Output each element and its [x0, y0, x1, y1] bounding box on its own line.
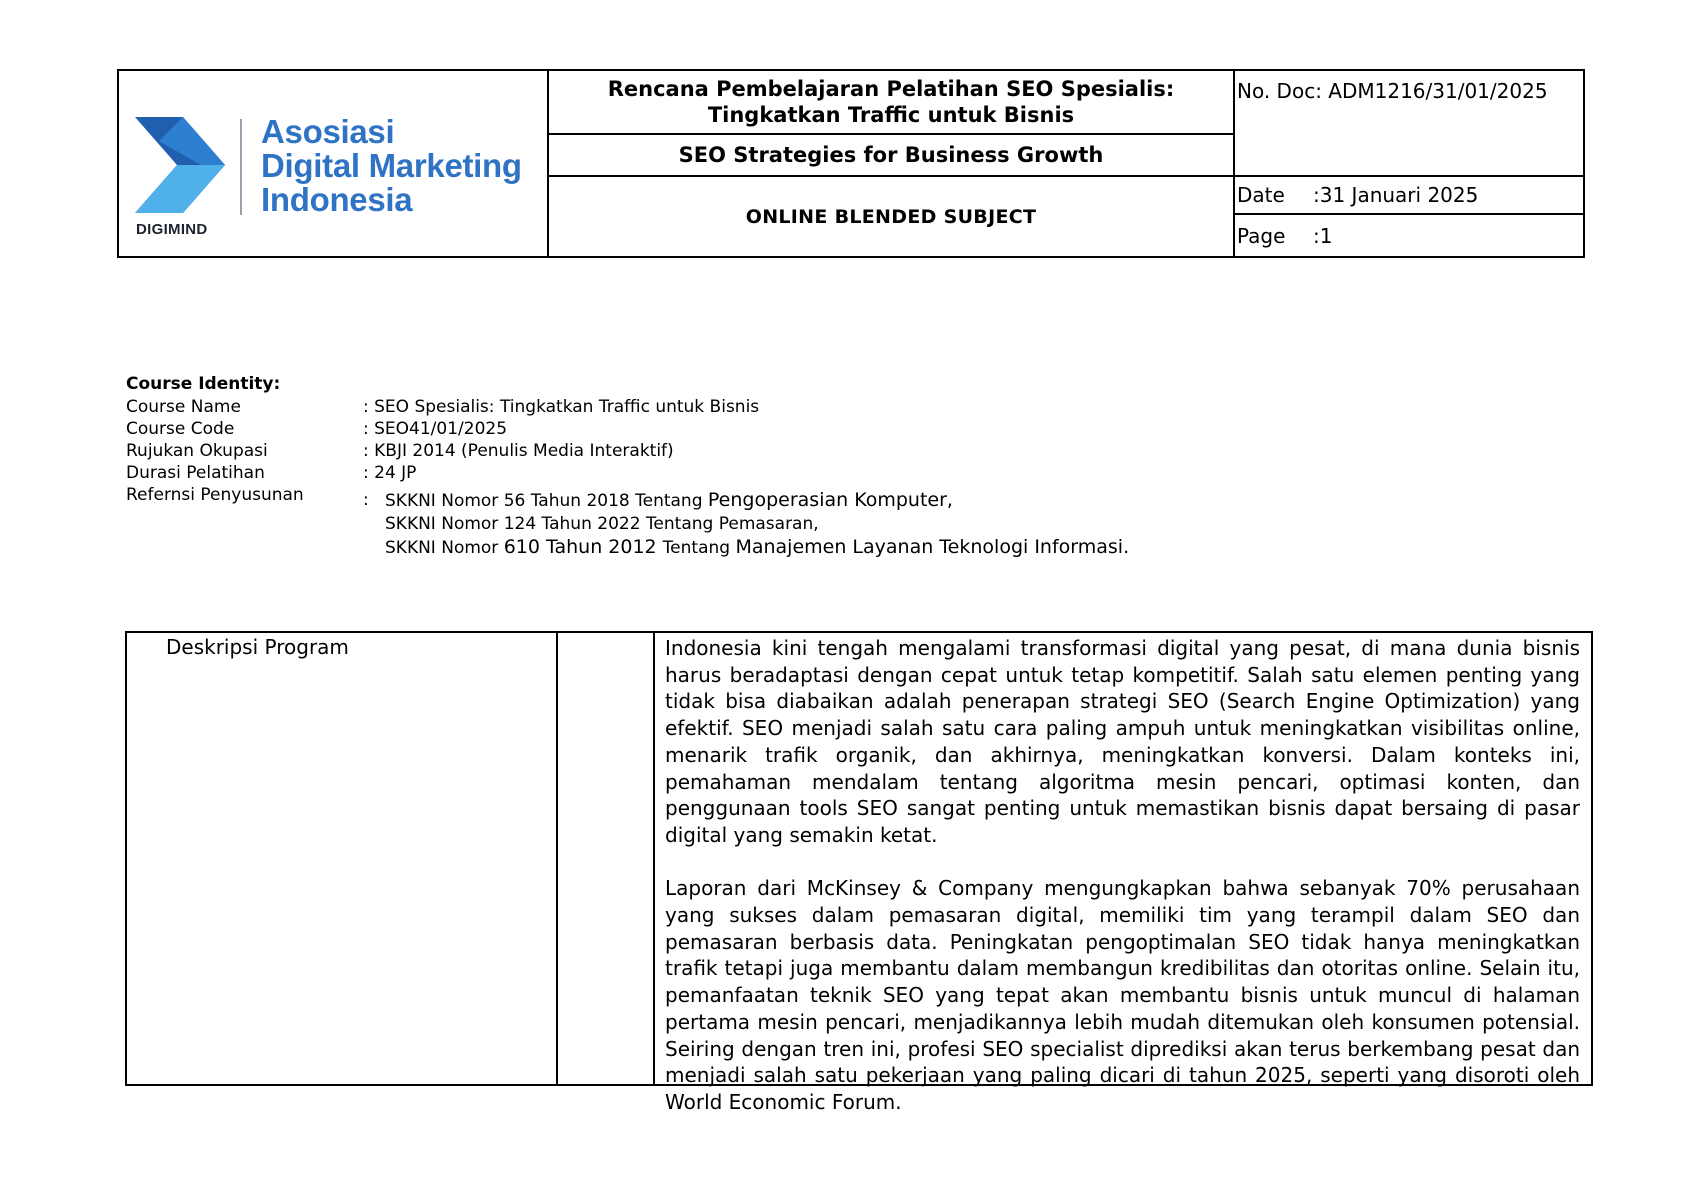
description-paragraph: Laporan dari McKinsey & Company mengungkapkan bahwa sebanyak 70% perusahaan yang sukses dalam pemasaran digital, memiliki tim yang terampil dalam SEO dan pemasaran berbasis data. Peningkatan pengoptimalan SEO tidak hanya meningkatkan trafik tetapi juga membantu dalam membangun kredibilitas dan otoritas online. Selain itu, pemanfaatan teknik SEO yang tepat akan membantu bisnis untuk muncul di halaman pertama mesin pencari, menjadikannya lebih mudah ditemukan oleh konsumen potensial. Seiring dengan tren ini, profesi SEO specialist diprediksi akan terus berkembang pesat dan menjadi salah satu pekerjaan yang paling dicari di tahun 2025, seperti yang disoroti oleh World Economic Forum. — [665, 876, 1580, 1114]
date-value: :31 Januari 2025 — [1313, 183, 1479, 207]
reference-text: Pengoperasian Komputer, — [707, 489, 953, 511]
delivery-mode: ONLINE BLENDED SUBJECT — [745, 205, 1037, 228]
program-description-table — [125, 631, 1593, 1114]
document-header-table — [117, 69, 1585, 258]
reference-lines — [385, 489, 1145, 560]
logo-divider — [240, 119, 242, 215]
identity-key: Refernsi Penyusunan — [126, 485, 304, 505]
course-identity-section — [126, 373, 1130, 558]
identity-key: Durasi Pelatihan — [126, 463, 265, 483]
identity-row — [126, 440, 759, 462]
logo-cell — [119, 71, 549, 256]
empty-cell — [558, 633, 655, 1084]
header-title-column — [549, 71, 1235, 256]
identity-row — [126, 462, 759, 484]
description-label: Deskripsi Program — [127, 633, 558, 1084]
identity-value: : 24 JP — [363, 463, 417, 483]
identity-value: : SEO41/01/2025 — [363, 419, 508, 439]
identity-row — [126, 418, 759, 440]
digimind-chevron-logo-icon — [135, 117, 225, 213]
org-line-3: Indonesia — [261, 181, 413, 218]
reference-item: SKKNI Nomor 124 Tahun 2022 Tentang Pemasaran, — [385, 514, 819, 534]
org-line-2: Digital Marketing — [261, 147, 522, 184]
reference-item — [385, 536, 1145, 560]
document-title: Rencana Pembelajaran Pelatihan SEO Spesialis: Tingkatkan Traffic untuk Bisnis — [549, 71, 1233, 135]
course-identity-heading: Course Identity: — [126, 374, 281, 394]
document-subtitle: SEO Strategies for Business Growth — [549, 135, 1233, 177]
reference-text: SKKNI Nomor — [385, 538, 504, 558]
page-value: :1 — [1313, 223, 1333, 248]
page-label: Page — [1237, 223, 1286, 248]
reference-colon: : — [363, 490, 369, 510]
reference-item — [385, 489, 1145, 513]
organization-name — [261, 115, 522, 217]
reference-text: SKKNI Nomor 56 Tahun 2018 Tentang — [385, 491, 708, 511]
identity-value: : KBJI 2014 (Penulis Media Interaktif) — [363, 441, 674, 461]
identity-key: Rujukan Okupasi — [126, 441, 268, 461]
org-line-1: Asosiasi — [261, 113, 395, 150]
brand-name: DIGIMIND — [136, 221, 208, 238]
reference-text: Manajemen Layanan Teknologi Informasi. — [735, 536, 1130, 558]
identity-row — [126, 396, 759, 418]
header-meta-column — [1235, 71, 1583, 256]
document-number: No. Doc: ADM1216/31/01/2025 — [1235, 71, 1583, 177]
date-label: Date — [1237, 183, 1285, 207]
description-paragraph: Indonesia kini tengah mengalami transformasi digital yang pesat, di mana dunia bisnis harus beradaptasi dengan cepat untuk tetap kompetitif. Salah satu elemen penting yang tidak bisa diabaikan adalah penerapan strategi SEO (Search Engine Optimization) yang efektif. SEO menjadi salah satu cara paling ampuh untuk meningkatkan visibilitas online, menarik trafik organik, dan akhirnya, meningkatkan konversi. Dalam konteks ini, pemahaman mendalam tentang algoritma mesin pencari, optimasi konten, dan penggunaan tools SEO sangat penting untuk memastikan bisnis dapat bersaing di pasar digital yang semakin ketat. — [665, 636, 1580, 847]
identity-value: : SEO Spesialis: Tingkatkan Traffic untuk Bisnis — [363, 397, 760, 417]
reference-text: 610 Tahun 2012 — [503, 536, 663, 558]
page-row — [1235, 215, 1585, 256]
identity-key: Course Code — [126, 419, 235, 439]
description-body — [655, 633, 1589, 1114]
identity-key: Course Name — [126, 397, 241, 417]
reference-text: Tentang — [662, 538, 736, 558]
date-row — [1235, 177, 1583, 215]
